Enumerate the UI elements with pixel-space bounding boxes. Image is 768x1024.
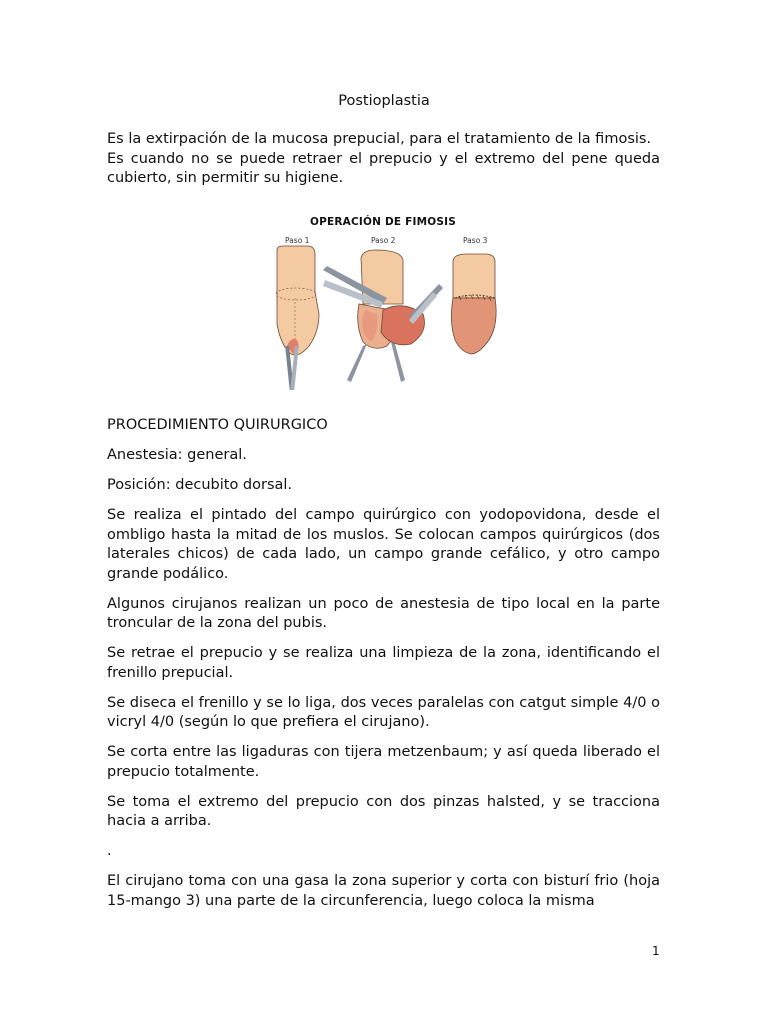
- body-paragraph: Se toma el extremo del prepucio con dos pinzas halsted, y se tracciona hacia a arriba.: [107, 793, 660, 829]
- body-paragraph: Se retrae el prepucio y se realiza una limpieza de la zona, identificando el frenillo prepucial.: [107, 645, 660, 681]
- step-1-illustration: [276, 246, 319, 390]
- body-paragraph: Anestesia: general.: [107, 447, 247, 463]
- body-paragraph: Se realiza el pintado del campo quirúrgico con yodopovidona, desde el ombligo hasta la mitad de los muslos. Se colocan campos quirúrgicos (dos laterales chicos) de cada lado, un campo grande cefálico, y otro campo grande podálico.: [107, 507, 660, 582]
- body-paragraph: El cirujano toma con una gasa la zona superior y corta con bisturí frio (hoja 15-mango 3) una parte de la circunferencia, luego coloca la misma: [107, 873, 660, 909]
- intro-section: [107, 130, 660, 189]
- step-label: Paso 3: [463, 236, 488, 245]
- body-paragraph: Posición: decubito dorsal.: [107, 477, 293, 493]
- fimosis-operation-figure: [263, 214, 503, 394]
- document-title: Postioplastia: [338, 93, 430, 109]
- section-heading: PROCEDIMIENTO QUIRURGICO: [107, 417, 328, 433]
- intro-paragraph: Es cuando no se puede retraer el prepucio y el extremo del pene queda cubierto, sin permitir su higiene.: [107, 150, 660, 186]
- step-label: Paso 1: [285, 236, 310, 245]
- step-3-illustration: [451, 254, 496, 354]
- body-paragraph: .: [107, 843, 112, 859]
- figure-title: OPERACIÓN DE FIMOSIS: [309, 216, 457, 228]
- page-number: 1: [652, 944, 660, 958]
- intro-paragraph: Es la extirpación de la mucosa prepucial, para el tratamiento de la fimosis.: [107, 131, 652, 147]
- body-paragraph: Se diseca el frenillo y se lo liga, dos veces paralelas con catgut simple 4/0 o vicryl 4/0 (según lo que prefiera el cirujano).: [107, 694, 660, 730]
- step-label: Paso 2: [371, 236, 396, 245]
- body-paragraph: Se corta entre las ligaduras con tijera metzenbaum; y así queda liberado el prepucio totalmente.: [107, 744, 660, 780]
- step-2-illustration: [323, 250, 443, 382]
- body-paragraph: Algunos cirujanos realizan un poco de anestesia de tipo local en la parte troncular de la zona del pubis.: [107, 595, 660, 631]
- procedure-section: [107, 416, 660, 922]
